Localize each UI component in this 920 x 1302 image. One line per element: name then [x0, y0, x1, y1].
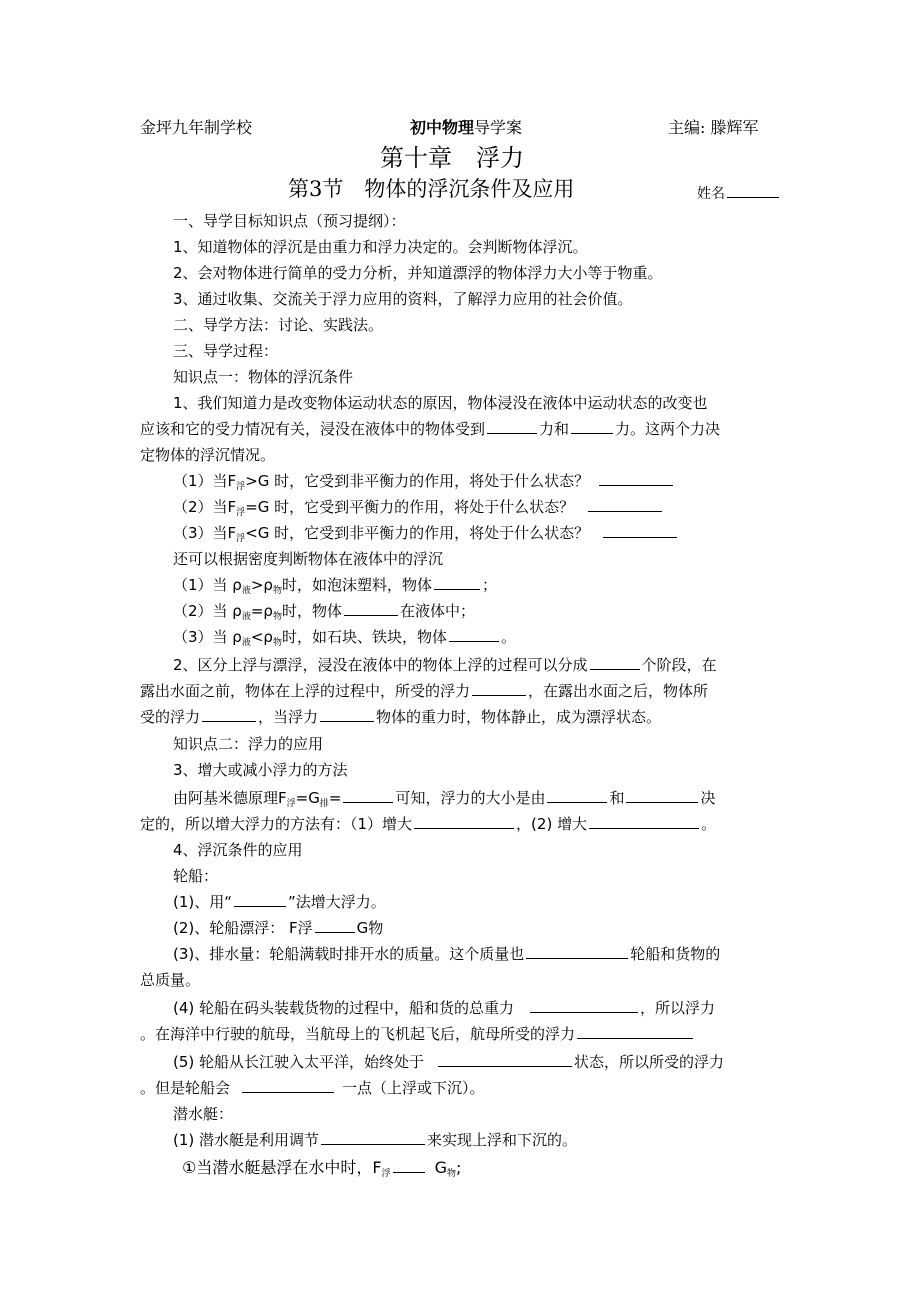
- l7: 知识点一：物体的浮沉条件: [173, 368, 354, 386]
- p3b: ，在露出水面之后，物体所: [528, 682, 709, 700]
- c2-sub: 浮: [236, 508, 246, 518]
- blank-9[interactable]: [590, 655, 640, 670]
- blank-10[interactable]: [472, 681, 526, 696]
- d1c: 时，如泡沫塑料，物体: [281, 576, 432, 594]
- subject-rest: 导学案: [474, 118, 523, 137]
- name-field: [697, 183, 781, 204]
- name-blank[interactable]: [727, 183, 779, 198]
- blank-14[interactable]: [547, 788, 607, 803]
- s1b: ”法增大浮力。: [288, 893, 386, 911]
- c2b: =G 时，它受到平衡力的作用，将处于什么状态？: [245, 498, 575, 516]
- l5: 二、导学方法：讨论、实践法。: [173, 316, 384, 334]
- c1-sub: 浮: [236, 482, 246, 492]
- a2c: 。: [701, 815, 717, 833]
- p4c: 物体的重力时，物体静止，成为漂浮状态。: [376, 708, 662, 726]
- p4b: ，当浮力: [258, 708, 319, 726]
- p3a: 露出水面之前，物体在上浮的过程中，所受的浮力: [140, 682, 471, 700]
- d1: [173, 575, 497, 601]
- l4: 3、通过收集、交流关于浮力应用的资料，了解浮力应用的社会价值。: [173, 290, 633, 308]
- a1c: =: [328, 789, 342, 807]
- d1-sub-wu: 物: [272, 586, 282, 596]
- q1b: 来实现上浮和下沉的。: [427, 1131, 578, 1149]
- c3a: （3）当F: [173, 524, 237, 542]
- a1f: 决: [700, 789, 716, 807]
- c3: [173, 523, 679, 549]
- s3b: 轮船和货物的: [630, 945, 721, 963]
- s7a: (5) 轮船从长江驶入太平洋，始终处于: [173, 1053, 425, 1071]
- blank-17[interactable]: [589, 814, 699, 829]
- q1: [173, 1130, 577, 1150]
- p3: [140, 681, 708, 701]
- dens: 还可以根据密度判断物体在液体中的浮沉: [173, 550, 444, 568]
- q2: [182, 1158, 461, 1184]
- k2: 知识点二：浮力的应用: [173, 735, 324, 753]
- blank-5[interactable]: [603, 523, 677, 538]
- d3-sub-wu: 物: [272, 638, 282, 648]
- blank-6[interactable]: [434, 575, 480, 590]
- d3c: 时，如石块、铁块，物体: [281, 628, 447, 646]
- blank-26[interactable]: [393, 1158, 425, 1173]
- p2: [173, 655, 717, 675]
- name-label: 姓名: [697, 186, 725, 202]
- d3d: 。: [500, 628, 516, 646]
- a2a: 定的，所以增大浮力的方法有：（1）增大: [140, 815, 413, 833]
- c2: [173, 497, 664, 523]
- l2: 1、知道物体的浮沉是由重力和浮力决定的。会判断物体浮沉。: [173, 238, 588, 256]
- c3b: <G 时，它受到非平衡力的作用，将处于什么状态？: [245, 524, 590, 542]
- c1a: （1）当F: [173, 472, 237, 490]
- blank-24[interactable]: [242, 1078, 334, 1093]
- q2-end: ;: [456, 1158, 462, 1177]
- s2a: (2)、轮船漂浮： F浮: [173, 919, 313, 937]
- s5: [173, 998, 715, 1018]
- blank-21[interactable]: [530, 998, 638, 1013]
- s2b: G物: [356, 919, 384, 937]
- s8a: 。但是轮船会: [140, 1079, 231, 1097]
- d2-sub-wu: 物: [272, 612, 282, 622]
- a1b: =G: [295, 789, 320, 807]
- s6: [140, 1024, 695, 1044]
- q2a: ①当潜水艇悬浮在水中时，F: [182, 1158, 382, 1177]
- s8b: 一点（上浮或下沉）。: [342, 1079, 485, 1097]
- l1: 一、导学目标知识点（预习提纲）：: [173, 212, 406, 230]
- blank-16[interactable]: [414, 814, 514, 829]
- d2d: 在液体中；: [399, 602, 475, 620]
- s6a: 。在海洋中行驶的航母，当航母上的飞机起飞后，航母所受的浮力: [140, 1025, 576, 1043]
- s2: [173, 918, 383, 938]
- d2b: =ρ: [250, 602, 273, 620]
- s5a: (4) 轮船在码头装载货物的过程中，船和货的总重力: [173, 999, 515, 1017]
- d3: [173, 627, 516, 653]
- q2-sub-wu: 物: [446, 1169, 456, 1179]
- a1e: 和: [609, 789, 625, 807]
- d1b: >ρ: [250, 576, 273, 594]
- l9: [140, 419, 720, 439]
- blank-4[interactable]: [588, 497, 662, 512]
- subject-title: [410, 118, 522, 138]
- ship: 轮船：: [173, 867, 219, 885]
- s7b: 状态，所以所受的浮力: [574, 1053, 725, 1071]
- d2: [173, 601, 475, 627]
- l3: 2、会对物体进行简单的受力分析，并知道漂浮的物体浮力大小等于物重。: [173, 264, 663, 282]
- a1-sub-fu: 浮: [286, 799, 296, 809]
- section-title: 第3节 物体的浮沉条件及应用: [288, 177, 575, 201]
- l9a: 应该和它的受力情况有关，浸没在液体中的物体受到: [140, 420, 486, 438]
- q2b: G: [434, 1158, 447, 1177]
- l10: 定物体的浮沉情况。: [140, 446, 276, 464]
- a2: [140, 814, 716, 834]
- blank-25[interactable]: [321, 1130, 425, 1145]
- blank-22[interactable]: [577, 1024, 693, 1039]
- blank-13[interactable]: [343, 788, 393, 803]
- p2a: 2、区分上浮与漂浮，浸没在液体中的物体上浮的过程可以分成: [173, 656, 588, 674]
- blank-8[interactable]: [449, 627, 499, 642]
- chapter-title: 第十章 浮力: [380, 144, 524, 172]
- k4: 4、浮沉条件的应用: [173, 841, 303, 859]
- s3a: (3)、排水量：轮船满载时排开水的质量。这个质量也: [173, 945, 525, 963]
- blank-19[interactable]: [315, 918, 355, 933]
- d2-sub-ye: 液: [241, 612, 251, 622]
- blank-1[interactable]: [487, 419, 537, 434]
- s4: 总质量。: [140, 971, 201, 989]
- c1: [173, 471, 675, 497]
- a1-sub-pai: 排: [319, 799, 329, 809]
- blank-15[interactable]: [626, 788, 698, 803]
- k3: 3、增大或减小浮力的方法: [173, 761, 348, 779]
- l9b: 力和: [539, 420, 570, 438]
- l8: 1、我们知道力是改变物体运动状态的原因，物体浸没在液体中运动状态的改变也: [173, 394, 708, 412]
- d3b: <ρ: [250, 628, 273, 646]
- d2c: 时，物体: [281, 602, 342, 620]
- blank-2[interactable]: [571, 419, 613, 434]
- blank-20[interactable]: [526, 944, 628, 959]
- l6: 三、导学过程：: [173, 342, 279, 360]
- d3a: （3）当 ρ: [173, 628, 242, 646]
- a1: [173, 788, 716, 814]
- editor: 主编: 滕辉军: [668, 118, 759, 137]
- d1-sub-ye: 液: [241, 586, 251, 596]
- a2b: ，(2) 增大: [516, 815, 588, 833]
- d1d: ；: [481, 576, 497, 594]
- sub-heading: 潜水艇：: [173, 1105, 234, 1123]
- s8: [140, 1078, 485, 1098]
- subject-bold: 初中物理: [410, 118, 475, 137]
- s3: [173, 944, 720, 964]
- q2-sub-fu: 浮: [381, 1169, 391, 1179]
- s1a: (1)、用“: [173, 893, 233, 911]
- school-name: 金坪九年制学校: [140, 118, 253, 137]
- d1a: （1）当 ρ: [173, 576, 242, 594]
- l9c: 力。这两个力决: [615, 420, 721, 438]
- blank-23[interactable]: [438, 1052, 572, 1067]
- c1b: >G 时，它受到非平衡力的作用，将处于什么状态？: [245, 472, 590, 490]
- q1a: (1) 潜水艇是利用调节: [173, 1131, 320, 1149]
- d3-sub-ye: 液: [241, 638, 251, 648]
- s7: [173, 1052, 724, 1072]
- blank-3[interactable]: [599, 471, 673, 486]
- s1: [173, 892, 386, 912]
- p2b: 个阶段，在: [641, 656, 717, 674]
- p4: [140, 707, 661, 727]
- blank-7[interactable]: [344, 601, 398, 616]
- blank-18[interactable]: [234, 892, 286, 907]
- a1d: 可知，浮力的大小是由: [395, 789, 546, 807]
- a1a: 由阿基米德原理F: [173, 789, 287, 807]
- p4a: 受的浮力: [140, 708, 201, 726]
- blank-11[interactable]: [202, 707, 256, 722]
- blank-12[interactable]: [320, 707, 374, 722]
- s5b: ，所以浮力: [640, 999, 716, 1017]
- d2a: （2）当 ρ: [173, 602, 242, 620]
- c2a: （2）当F: [173, 498, 237, 516]
- c3-sub: 浮: [236, 534, 246, 544]
